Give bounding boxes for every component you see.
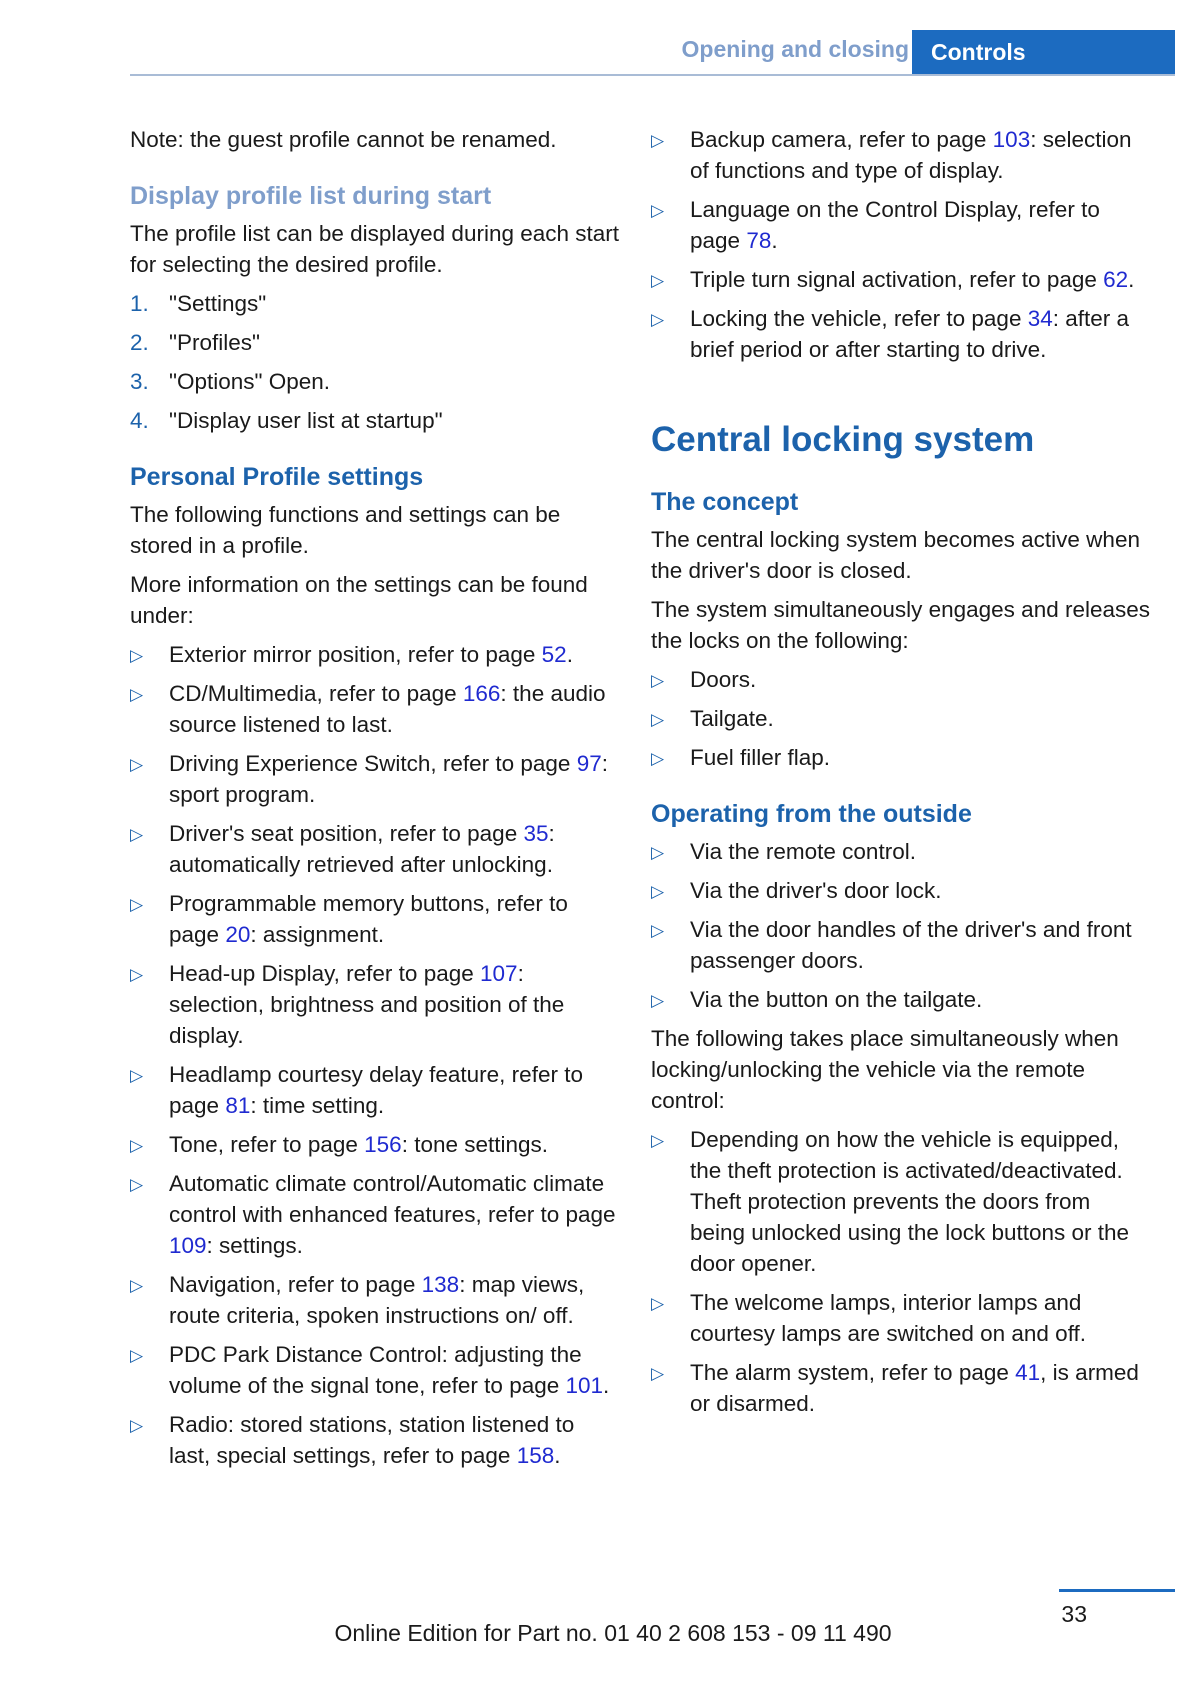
step-number: 4. — [130, 408, 149, 433]
list-item — [130, 1059, 620, 1121]
header-section-title: Opening and closing — [681, 36, 909, 62]
page-reference-link[interactable]: 156 — [364, 1132, 402, 1157]
list-item — [651, 124, 1151, 186]
triangle-bullet-icon: ▷ — [651, 882, 665, 901]
step-label: "Settings" — [169, 291, 267, 316]
personal-profile-heading: Personal Profile settings — [130, 463, 424, 491]
header-rule — [130, 74, 1175, 76]
item-text: Depending on how the vehicle is equipped, the theft protection is activated/deactivated. Theft protection prevents the doors from being unlocked using the lock buttons or the door opener. — [690, 1127, 1130, 1276]
step-label: "Display user list at startup" — [169, 408, 443, 433]
step-label: "Profiles" — [169, 330, 260, 355]
list-item — [130, 818, 620, 880]
list-item — [651, 703, 1151, 734]
numbered-step — [130, 327, 620, 358]
outside-methods-list — [651, 836, 1151, 1015]
item-text-suffix: . — [603, 1373, 610, 1398]
triangle-bullet-icon: ▷ — [651, 843, 665, 862]
triangle-bullet-icon: ▷ — [130, 1175, 144, 1194]
list-item — [130, 1168, 620, 1261]
item-text-suffix: : the audio source listened to last. — [169, 681, 606, 737]
triangle-bullet-icon: ▷ — [130, 1346, 144, 1365]
item-text: Via the button on the tailgate. — [690, 987, 983, 1012]
item-text-suffix: : automatically retrieved after unlocking. — [169, 821, 555, 877]
page-reference-link[interactable]: 34 — [1027, 306, 1053, 331]
step-number: 1. — [130, 291, 149, 316]
page-number: 33 — [1061, 1601, 1087, 1627]
item-text: Fuel filler flap. — [690, 745, 831, 770]
list-item — [130, 678, 620, 740]
step-label: "Options" Open. — [169, 369, 331, 394]
list-item — [130, 1409, 620, 1471]
list-item — [651, 875, 1151, 906]
item-text-suffix: : selection of functions and type of display. — [690, 127, 1132, 183]
triangle-bullet-icon: ▷ — [130, 1416, 144, 1435]
page-reference-link[interactable]: 81 — [225, 1093, 251, 1118]
list-item — [651, 742, 1151, 773]
page-reference-link[interactable]: 41 — [1015, 1360, 1041, 1385]
item-text-suffix: : tone settings. — [401, 1132, 549, 1157]
page-reference-link[interactable]: 97 — [576, 751, 602, 776]
item-text-suffix: . — [771, 228, 778, 253]
header-chapter-tab: Controls — [912, 30, 1175, 75]
page-reference-link[interactable]: 103 — [992, 127, 1031, 152]
central-locking-heading: Central locking system — [651, 420, 1035, 459]
lock-items-list — [651, 664, 1151, 773]
concept-text: The central locking system becomes active when the driver's door is closed. — [651, 527, 1140, 583]
item-text: Locking the vehicle, refer to page — [690, 306, 1028, 331]
item-text-suffix: : sport program. — [169, 751, 608, 807]
page-reference-link[interactable]: 20 — [225, 922, 251, 947]
guest-profile-note: Note: the guest profile cannot be renamed. — [130, 127, 557, 152]
item-text: Backup camera, refer to page — [690, 127, 993, 152]
page-reference-link[interactable]: 78 — [746, 228, 772, 253]
profile-settings-list-continued — [651, 124, 1151, 365]
item-text: Via the door handles of the driver's and front passenger doors. — [690, 917, 1132, 973]
triangle-bullet-icon: ▷ — [651, 749, 665, 768]
list-item — [651, 1287, 1151, 1349]
personal-profile-more-info: More information on the settings can be found under: — [130, 572, 588, 628]
numbered-step — [130, 288, 620, 319]
display-profile-heading: Display profile list during start — [130, 182, 492, 210]
item-text: Triple turn signal activation, refer to page — [690, 267, 1104, 292]
list-item — [651, 303, 1151, 365]
page-reference-link[interactable]: 158 — [516, 1443, 555, 1468]
triangle-bullet-icon: ▷ — [651, 921, 665, 940]
list-item — [651, 836, 1151, 867]
triangle-bullet-icon: ▷ — [130, 1136, 144, 1155]
operating-outside-heading: Operating from the outside — [651, 800, 972, 828]
item-text-suffix: : after a brief period or after starting to drive. — [690, 306, 1130, 362]
item-text: Driver's seat position, refer to page — [169, 821, 524, 846]
numbered-step — [130, 366, 620, 397]
triangle-bullet-icon: ▷ — [130, 755, 144, 774]
triangle-bullet-icon: ▷ — [130, 965, 144, 984]
remote-following-text: The following takes place simultaneously when locking/unlocking the vehicle via the remote control: — [651, 1026, 1119, 1113]
triangle-bullet-icon: ▷ — [651, 1131, 665, 1150]
list-item — [651, 264, 1151, 295]
item-text: The alarm system, refer to page — [690, 1360, 1016, 1385]
step-number: 2. — [130, 330, 149, 355]
triangle-bullet-icon: ▷ — [130, 895, 144, 914]
item-text: Tailgate. — [690, 706, 774, 731]
triangle-bullet-icon: ▷ — [651, 1294, 665, 1313]
item-text-suffix: : assignment. — [250, 922, 385, 947]
item-text-suffix: : time setting. — [250, 1093, 385, 1118]
triangle-bullet-icon: ▷ — [651, 131, 665, 150]
triangle-bullet-icon: ▷ — [130, 685, 144, 704]
item-text: Head-up Display, refer to page — [169, 961, 481, 986]
profile-settings-list — [130, 639, 620, 1471]
page-number-rule — [1059, 1589, 1175, 1592]
list-item — [651, 914, 1151, 976]
list-item — [651, 1124, 1151, 1279]
list-item — [651, 664, 1151, 695]
page-reference-link[interactable]: 138 — [421, 1272, 460, 1297]
item-text: Programmable memory buttons, refer to page — [169, 891, 568, 947]
triangle-bullet-icon: ▷ — [651, 310, 665, 329]
page-reference-link[interactable]: 101 — [565, 1373, 604, 1398]
concept-locks-text: The system simultaneously engages and releases the locks on the following: — [651, 597, 1151, 653]
triangle-bullet-icon: ▷ — [651, 1364, 665, 1383]
list-item — [130, 1269, 620, 1331]
left-column — [130, 124, 620, 1479]
numbered-step — [130, 405, 620, 436]
item-text: Exterior mirror position, refer to page — [169, 642, 542, 667]
triangle-bullet-icon: ▷ — [130, 646, 144, 665]
display-profile-text: The profile list can be displayed during each start for selecting the desired profile. — [130, 221, 620, 277]
list-item — [651, 984, 1151, 1015]
triangle-bullet-icon: ▷ — [651, 271, 665, 290]
triangle-bullet-icon: ▷ — [130, 1276, 144, 1295]
triangle-bullet-icon: ▷ — [651, 671, 665, 690]
list-item — [130, 748, 620, 810]
list-item — [651, 1357, 1151, 1419]
item-text: Headlamp courtesy delay feature, refer to page — [169, 1062, 583, 1118]
item-text-suffix: : map views, route criteria, spoken instructions on/ off. — [169, 1272, 585, 1328]
list-item — [130, 639, 620, 670]
page-reference-link[interactable]: 166 — [462, 681, 501, 706]
page-reference-link[interactable]: 52 — [541, 642, 567, 667]
item-text: Doors. — [690, 667, 757, 692]
item-text: Navigation, refer to page — [169, 1272, 422, 1297]
item-text-suffix: , is armed or disarmed. — [690, 1360, 1139, 1416]
edition-footer: Online Edition for Part no. 01 40 2 608 153 - 09 11 490 — [334, 1620, 892, 1646]
item-text: Language on the Control Display, refer to page — [690, 197, 1100, 253]
item-text: CD/Multimedia, refer to page — [169, 681, 463, 706]
item-text: Via the remote control. — [690, 839, 916, 864]
page-reference-link[interactable]: 109 — [169, 1233, 207, 1258]
triangle-bullet-icon: ▷ — [130, 825, 144, 844]
item-text: Radio: stored stations, station listened to last, special settings, refer to page — [169, 1412, 575, 1468]
triangle-bullet-icon: ▷ — [651, 201, 665, 220]
list-item — [130, 1129, 620, 1160]
item-text: Via the driver's door lock. — [690, 878, 942, 903]
list-item — [651, 194, 1151, 256]
item-text: The welcome lamps, interior lamps and courtesy lamps are switched on and off. — [690, 1290, 1087, 1346]
list-item — [130, 958, 620, 1051]
list-item — [130, 888, 620, 950]
item-text-suffix: . — [554, 1443, 561, 1468]
page-reference-link[interactable]: 62 — [1103, 267, 1129, 292]
remote-results-list — [651, 1124, 1151, 1419]
list-item — [130, 1339, 620, 1401]
item-text-suffix: . — [566, 642, 573, 667]
item-text-suffix: : settings. — [206, 1233, 303, 1258]
display-steps-list — [130, 288, 620, 436]
page-reference-link[interactable]: 35 — [523, 821, 549, 846]
personal-profile-text: The following functions and settings can be stored in a profile. — [130, 502, 561, 558]
triangle-bullet-icon: ▷ — [651, 710, 665, 729]
item-text: Driving Experience Switch, refer to page — [169, 751, 577, 776]
concept-heading: The concept — [651, 488, 799, 516]
item-text: Tone, refer to page — [169, 1132, 365, 1157]
item-text-suffix: : selection, brightness and position of the display. — [169, 961, 565, 1048]
item-text: Automatic climate control/Automatic climate control with enhanced features, refer to page — [169, 1171, 616, 1227]
step-number: 3. — [130, 369, 149, 394]
item-text: PDC Park Distance Control: adjusting the volume of the signal tone, refer to page — [169, 1342, 582, 1398]
page-reference-link[interactable]: 107 — [480, 961, 518, 986]
triangle-bullet-icon: ▷ — [651, 991, 665, 1010]
triangle-bullet-icon: ▷ — [130, 1066, 144, 1085]
right-column — [651, 124, 1151, 1427]
item-text-suffix: . — [1128, 267, 1135, 292]
